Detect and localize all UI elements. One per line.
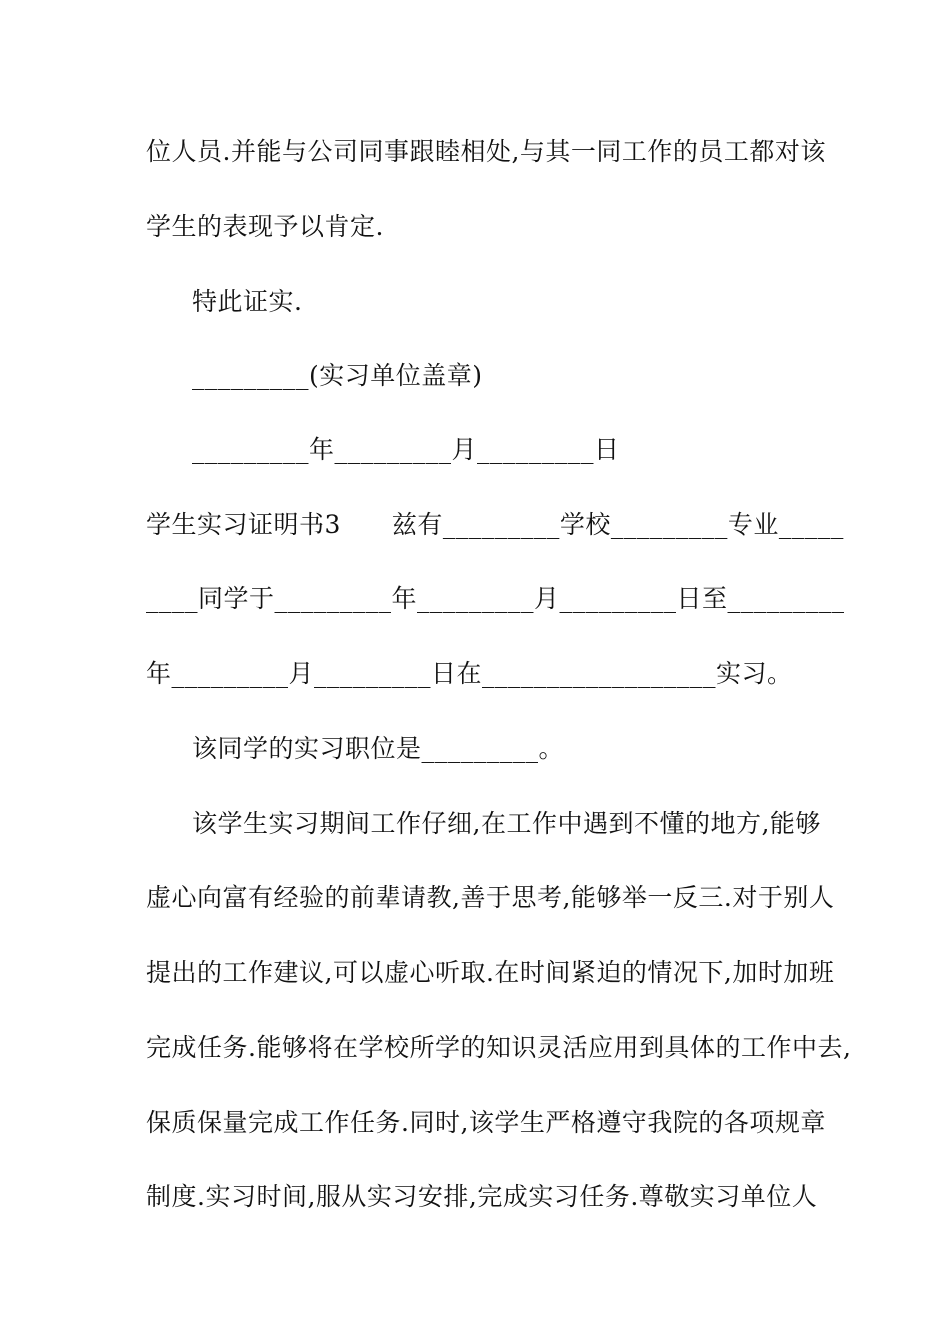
text-line: 制度.实习时间,服从实习安排,完成实习任务.尊敬实习单位人 <box>146 1182 818 1211</box>
text-line: 保质保量完成工作任务.同时,该学生严格遵守我院的各项规章 <box>146 1108 826 1137</box>
text-line: 学生实习证明书3 兹有_________学校_________专业_____ <box>146 510 844 539</box>
text-line: 位人员.并能与公司同事跟睦相处,与其一同工作的员工都对该 <box>146 137 826 166</box>
text-line: 完成任务.能够将在学校所学的知识灵活应用到具体的工作中去, <box>146 1033 852 1062</box>
date-line: _________年_________月_________日 <box>192 435 620 464</box>
text-line: 年_________月_________日在__________________实习。 <box>146 659 793 688</box>
seal-line: _________(实习单位盖章) <box>192 361 483 390</box>
text-line: 该同学的实习职位是_________。 <box>192 734 565 763</box>
text-line: 该学生实习期间工作仔细,在工作中遇到不懂的地方,能够 <box>192 809 821 838</box>
text-line: 特此证实. <box>192 287 303 316</box>
text-line: 提出的工作建议,可以虚心听取.在时间紧迫的情况下,加时加班 <box>146 958 835 987</box>
text-line: 学生的表现予以肯定. <box>146 212 384 241</box>
text-line: 虚心向富有经验的前辈请教,善于思考,能够举一反三.对于别人 <box>146 883 835 912</box>
text-line: ____同学于_________年_________月_________日至_________ <box>146 584 845 613</box>
